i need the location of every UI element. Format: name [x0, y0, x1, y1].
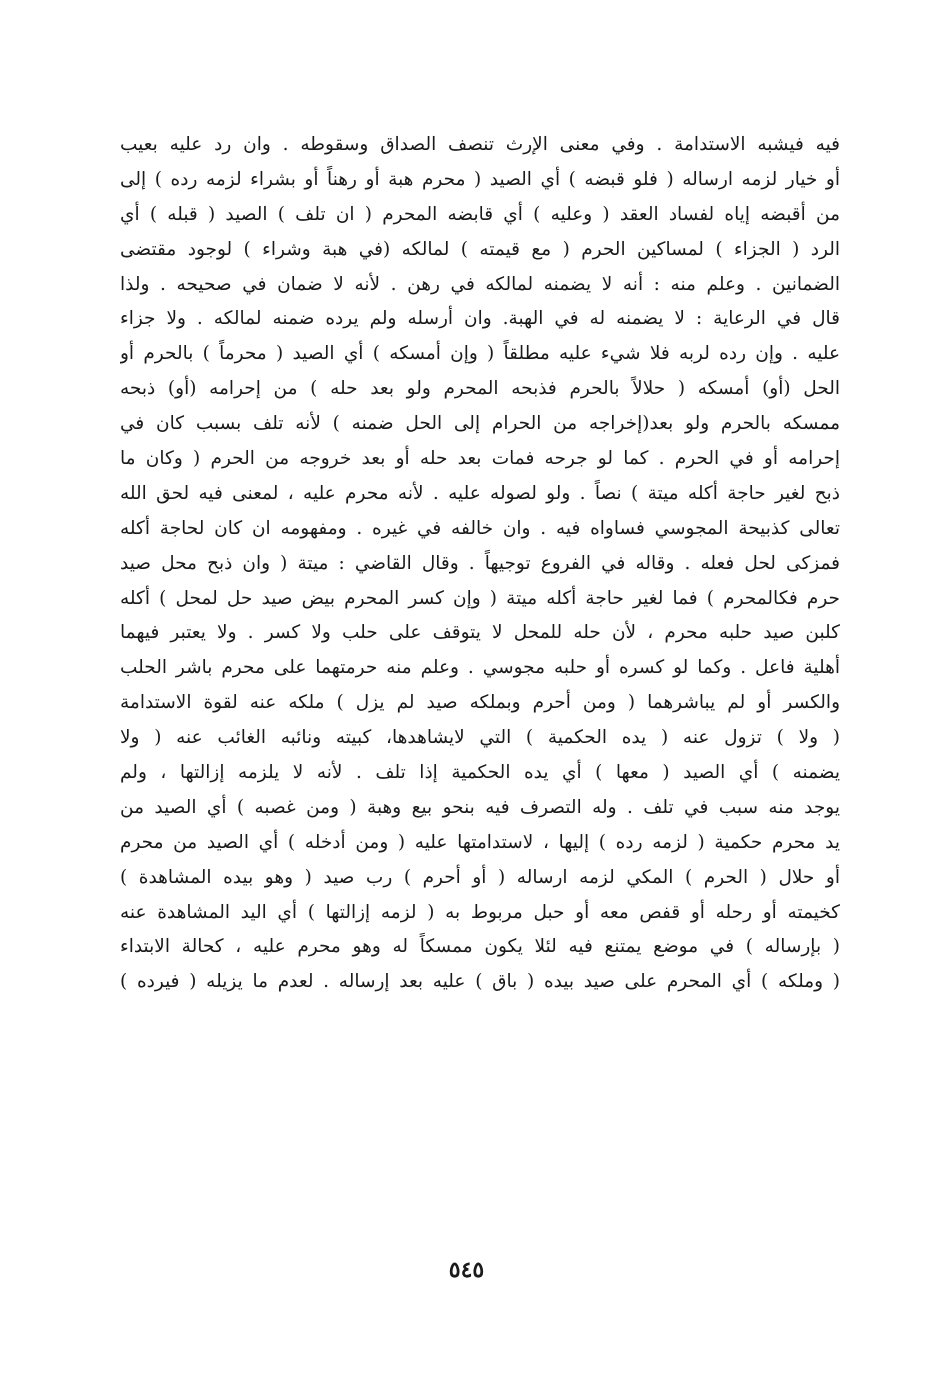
text-line: كخيمته أو رحله أو قفص معه أو حبل مربوط به ( لزمه إزالتها ) أي اليد المشاهدة عنه: [120, 901, 840, 923]
body-text: [120, 128, 840, 1000]
text-line: ( وملكه ) أي المحرم على صيد بيده ( باق ) عليه بعد إرساله . لعدم ما يزيله ( فيرده ): [120, 971, 840, 993]
text-line: تعالى كذبيحة المجوسي فساواه فيه . وان خالفه في غيره . ومفهومه ان كان لحاجة أكله: [120, 517, 840, 539]
text-line: من أقبضه إياه لفساد العقد ( وعليه ) أي قابضه المحرم ( ان تلف ) الصيد ( قبله ) أي: [120, 203, 840, 225]
text-line: ( بإرساله ) في موضع يمتنع فيه لئلا يكون ممسكاً له وهو محرم عليه ، كحالة الابتداء: [120, 936, 840, 958]
text-line: يضمنه ) أي الصيد ( معها ) أي يده الحكمية إذا تلف . لأنه لا يلزمه إزالتها ، ولم: [120, 762, 840, 784]
text-line: الضمانين . وعلم منه : أنه لا يضمنه لمالكه في رهن . لأنه لا ضمان في صحيحه . ولذا: [120, 273, 840, 295]
text-line: الحل (أو) أمسكه ( حلالاً بالحرم فذبحه المحرم ولو بعد حله ) من إحرامه (أو) ذبحه: [120, 378, 840, 400]
text-line: يد محرم حكمية ( لزمه رده ) إليها ، لاستدامتها عليه ( ومن أدخله ) أي الصيد من محرم: [120, 831, 840, 853]
text-line: حرم فكالمحرم ) فما لغير حاجة أكله ميتة ( وإن كسر المحرم بيض صيد حل لمحل ) أكله: [120, 587, 840, 609]
text-line: ممسكه بالحرم ولو بعد(إخراجه من الحرام إلى الحل ضمنه ) لأنه تلف بسبب كان في: [120, 413, 840, 435]
text-line: كلبن صيد حلبه محرم ، لأن حله للمحل لا يتوقف على حلب ولا كسر . ولا يعتبر فيهما: [120, 622, 840, 644]
text-line: والكسر أو لم يباشرهما ( ومن أحرم وبملكه صيد لم يزل ) ملكه عنه لقوة الاستدامة: [120, 692, 840, 714]
text-line: قال في الرعاية : لا يضمنه له في الهبة. وان أرسله ولم يرده ضمنه لمالكه . ولا جزاء: [120, 308, 840, 330]
text-line: الرد ( الجزاء ) لمساكين الحرم ( مع قيمته ) لمالكه (في هبة وشراء ) لوجود مقتضى: [120, 238, 840, 260]
text-line: يوجد منه سبب في تلف . وله التصرف فيه بنحو بيع وهبة ( ومن غصبه ) أي الصيد من: [120, 796, 840, 818]
text-line: عليه . وإن رده لربه فلا شيء عليه مطلقاً ( وإن أمسكه ) أي الصيد ( محرماً ) بالحرم أو: [120, 343, 840, 365]
page-number: ٥٤٥: [448, 1257, 485, 1283]
text-line: فمزكى لحل فعله . وقاله في الفروع توجيهاً . وقال القاضي : ميتة ( وان ذبح محل صيد: [120, 552, 840, 574]
text-line: ( ولا ) تزول عنه ( يده الحكمية ) التي لايشاهدها، كبيته ونائبه الغائب عنه ( ولا: [120, 727, 840, 749]
text-line: أو حلال ( الحرم ) المكي لزمه ارساله ( أو أحرم ) رب صيد ( وهو بيده المشاهدة ): [120, 866, 840, 888]
text-line: إحرامه أو في الحرم . كما لو جرحه فمات بعد حله أو بعد خروجه من الحرم ( وكان ما: [120, 448, 840, 470]
text-line: ذبح لغير حاجة أكله ميتة ) نصاً . ولو لصوله عليه . لأنه محرم عليه ، لمعنى فيه لحق الله: [120, 482, 840, 504]
text-line: أو خيار لزمه ارساله ( فلو قبضه ) أي الصيد ( محرم هبة أو رهناً أو بشراء لزمه رده ) إلى: [120, 168, 840, 190]
text-line: أهلية فاعل . وكما لو كسره أو حلبه مجوسي . وعلم منه حرمتهما على محرم باشر الحلب: [120, 657, 840, 679]
text-line: فيه فيشبه الاستدامة . وفي معنى الإرث تنصف الصداق وسقوطه . وان رد عليه بعيب: [120, 134, 840, 155]
